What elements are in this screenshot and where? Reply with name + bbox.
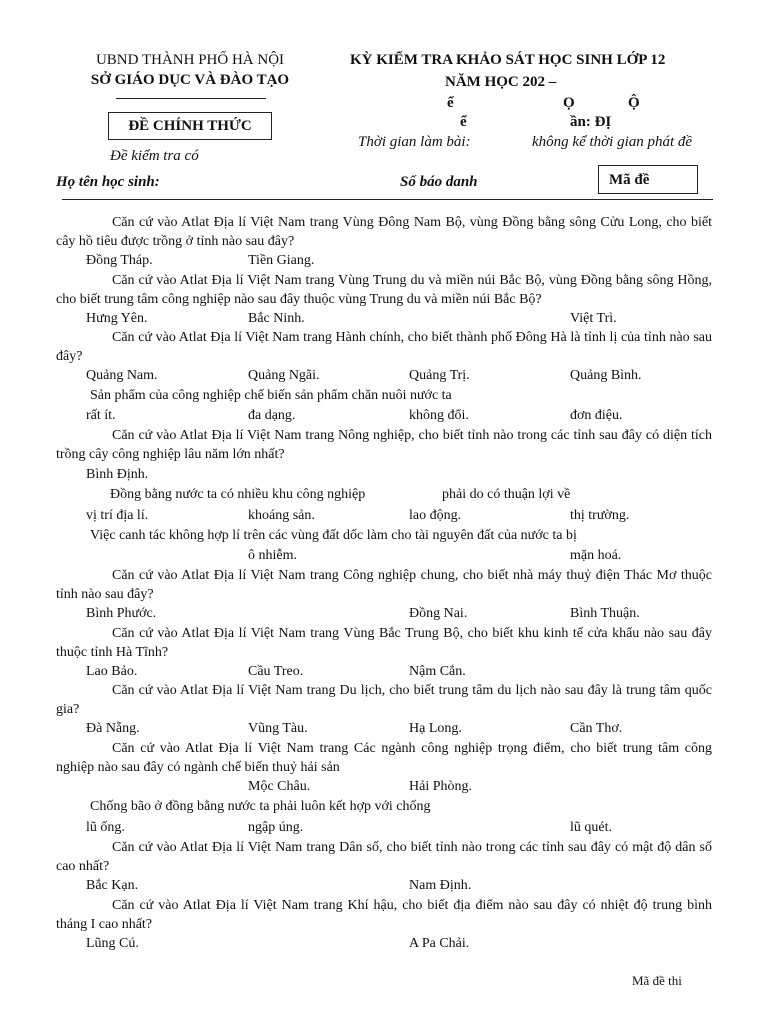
exam-code-box: Mã đề bbox=[598, 165, 698, 194]
q10-option-c: Hạ Long. bbox=[409, 721, 462, 736]
header-fragment-3: Ộ bbox=[628, 95, 640, 111]
q9-option-b: Cầu Treo. bbox=[248, 664, 304, 679]
department-name: SỞ GIÁO DỤC VÀ ĐÀO TẠO bbox=[90, 72, 290, 88]
header-fragment-2: Ọ bbox=[563, 95, 575, 111]
question-6-continued: phải do có thuận lợi về bbox=[442, 487, 571, 502]
school-year: NĂM HỌC 202 – bbox=[445, 74, 557, 90]
q10-option-b: Vũng Tàu. bbox=[248, 721, 308, 736]
student-line-divider bbox=[62, 199, 713, 200]
q2-option-b: Bắc Ninh. bbox=[248, 311, 305, 326]
q4-option-d: đơn điệu. bbox=[570, 408, 623, 423]
q14-option-a: Lũng Cú. bbox=[86, 936, 139, 951]
q7-option-d: mặn hoá. bbox=[570, 548, 622, 563]
q1-option-a: Đồng Tháp. bbox=[86, 253, 153, 268]
q1-option-b: Tiền Giang. bbox=[248, 253, 315, 268]
q6-option-d: thị trường. bbox=[570, 508, 630, 523]
question-7: Việc canh tác không hợp lí trên các vùng đất dốc làm cho tài nguyên đất của nước ta bị bbox=[90, 528, 577, 543]
question-5: Căn cứ vào Atlat Địa lí Việt Nam trang Nông nghiệp, cho biết tỉnh nào trong các tỉnh sau đây có diện tích trồng cây công nghiệp lâu năm lớn nhất? bbox=[56, 428, 712, 462]
q5-option-a: Bình Định. bbox=[86, 467, 149, 482]
time-label: Thời gian làm bài: bbox=[358, 134, 471, 150]
question-13: Căn cứ vào Atlat Địa lí Việt Nam trang Dân số, cho biết tỉnh nào trong các tỉnh sau đây có mật độ dân số cao nhất? bbox=[56, 840, 712, 874]
q2-option-d: Việt Trì. bbox=[570, 311, 617, 326]
question-14: Căn cứ vào Atlat Địa lí Việt Nam trang Khí hậu, cho biết địa điểm nào sau đây có nhiệt độ trung bình tháng I cao nhất? bbox=[56, 898, 712, 932]
q12-option-a: lũ ống. bbox=[86, 820, 125, 835]
authority-name: UBND THÀNH PHỐ HÀ NỘI bbox=[95, 52, 285, 68]
q7-option-b: ô nhiễm. bbox=[248, 548, 297, 563]
q6-option-c: lao động. bbox=[409, 508, 462, 523]
question-3: Căn cứ vào Atlat Địa lí Việt Nam trang Hành chính, cho biết thành phố Đông Hà là tỉnh lị của tỉnh nào sau đây? bbox=[56, 330, 712, 364]
student-id-label: Số báo danh bbox=[400, 174, 478, 190]
q6-option-a: vị trí địa lí. bbox=[86, 508, 149, 523]
question-10: Căn cứ vào Atlat Địa lí Việt Nam trang Du lịch, cho biết trung tâm du lịch nào sau đây là trung tâm quốc gia? bbox=[56, 683, 712, 717]
q10-option-a: Đà Nẵng. bbox=[86, 721, 140, 736]
q13-option-c: Nam Định. bbox=[409, 878, 472, 893]
q3-option-b: Quảng Ngãi. bbox=[248, 368, 320, 383]
question-12: Chống bão ở đồng bằng nước ta phải luôn kết hợp với chống bbox=[90, 799, 431, 814]
q4-option-c: không đổi. bbox=[409, 408, 469, 423]
question-4: Sản phẩm của công nghiệp chế biến sản phẩm chăn nuôi nước ta bbox=[90, 388, 452, 403]
q6-option-b: khoáng sản. bbox=[248, 508, 315, 523]
q2-option-a: Hưng Yên. bbox=[86, 311, 148, 326]
q12-option-d: lũ quét. bbox=[570, 820, 612, 835]
exam-title: KỲ KIỂM TRA KHẢO SÁT HỌC SINH LỚP 12 bbox=[350, 52, 666, 68]
header-fragment-4: ể bbox=[460, 114, 467, 130]
q4-option-a: rất ít. bbox=[86, 408, 116, 423]
q13-option-a: Bắc Kạn. bbox=[86, 878, 139, 893]
q8-option-c: Đồng Nai. bbox=[409, 606, 468, 621]
q10-option-d: Cần Thơ. bbox=[570, 721, 623, 736]
question-8: Căn cứ vào Atlat Địa lí Việt Nam trang Công nghiệp chung, cho biết nhà máy thuỷ điện Thác Mơ thuộc tỉnh nào sau đây? bbox=[56, 568, 712, 602]
question-9: Căn cứ vào Atlat Địa lí Việt Nam trang Vùng Bắc Trung Bộ, cho biết khu kinh tế cửa khẩu nào sau đây thuộc tỉnh Hà Tĩnh? bbox=[56, 626, 712, 660]
q8-option-d: Bình Thuận. bbox=[570, 606, 640, 621]
header-divider bbox=[116, 98, 266, 99]
q11-option-b: Mộc Châu. bbox=[248, 779, 311, 794]
footer-exam-code: Mã đề thi bbox=[632, 973, 682, 988]
pages-note: Đề kiểm tra có bbox=[110, 148, 199, 164]
student-name-label: Họ tên học sinh: bbox=[56, 174, 160, 190]
official-label: ĐỀ CHÍNH THỨC bbox=[108, 112, 272, 140]
q8-option-a: Bình Phước. bbox=[86, 606, 157, 621]
q9-option-c: Nậm Cắn. bbox=[409, 664, 466, 679]
q11-option-c: Hải Phòng. bbox=[409, 779, 472, 794]
q3-option-d: Quảng Bình. bbox=[570, 368, 642, 383]
subject-label: ần: ĐỊ bbox=[570, 114, 612, 130]
q14-option-c: A Pa Chải. bbox=[409, 936, 470, 951]
q4-option-b: đa dạng. bbox=[248, 408, 296, 423]
question-6: Đồng bằng nước ta có nhiều khu công nghiệp bbox=[110, 487, 366, 502]
q3-option-a: Quảng Nam. bbox=[86, 368, 158, 383]
header-fragment-1: ể bbox=[447, 95, 454, 111]
question-2: Căn cứ vào Atlat Địa lí Việt Nam trang Vùng Trung du và miền núi Bắc Bộ, vùng Đồng bằng sông Hồng, cho biết trung tâm công nghiệp nào sau đây thuộc vùng Trung du và miền núi Bắc Bộ? bbox=[56, 273, 712, 307]
q3-option-c: Quảng Trị. bbox=[409, 368, 470, 383]
q9-option-a: Lao Bảo. bbox=[86, 664, 138, 679]
question-11: Căn cứ vào Atlat Địa lí Việt Nam trang Các ngành công nghiệp trọng điểm, cho biết trung tâm công nghiệp nào sau đây có ngành chế biến thuỷ hải sản bbox=[56, 741, 712, 775]
q12-option-b: ngập úng. bbox=[248, 820, 304, 835]
question-1: Căn cứ vào Atlat Địa lí Việt Nam trang Vùng Đông Nam Bộ, vùng Đồng bằng sông Cửu Long, cho biết cây hồ tiêu được trồng ở tỉnh nào sau đây? bbox=[56, 215, 712, 249]
time-note: không kể thời gian phát đề bbox=[532, 134, 693, 150]
